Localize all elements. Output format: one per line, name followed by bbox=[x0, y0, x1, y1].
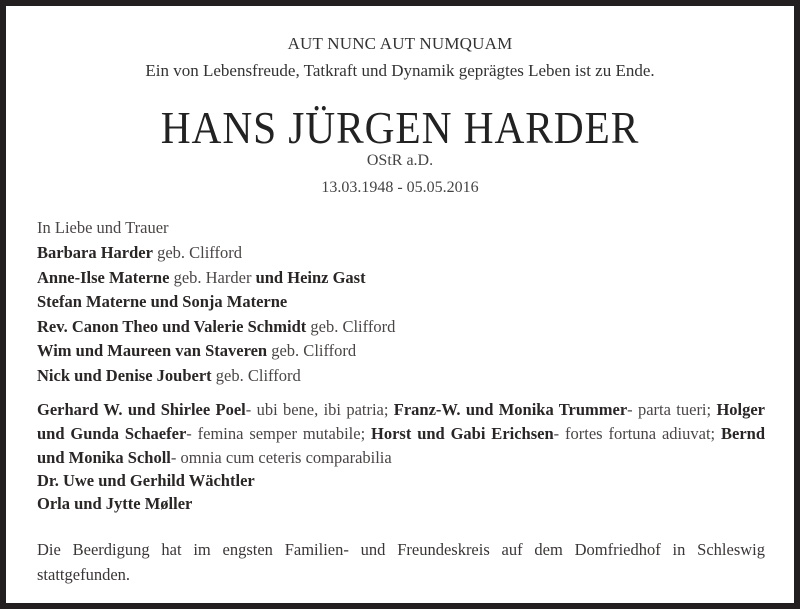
family-entry bbox=[37, 366, 301, 386]
friend-name: Holger und Gunda Schaefer bbox=[37, 400, 766, 443]
family-entry bbox=[37, 341, 356, 361]
other-mourner: Dr. Uwe und Gerhild Wächtler bbox=[37, 471, 255, 490]
friend-name: Franz-W. und Monika Trummer bbox=[393, 400, 628, 419]
family-note: geb. Clifford bbox=[267, 341, 357, 360]
friend-motto: - parta tueri; bbox=[627, 400, 717, 419]
friend-name: Bernd und Monika Scholl bbox=[37, 424, 765, 467]
family-entry bbox=[37, 292, 287, 312]
funeral-notice: Die Beerdigung hat im engsten Familien- und Freundeskreis auf dem Domfriedhof in Schleswig stattgefunden. bbox=[37, 540, 765, 584]
family-entry bbox=[37, 243, 242, 263]
family-name: Stefan Materne und Sonja Materne bbox=[37, 292, 288, 311]
deceased-name: HANS JÜRGEN HARDER bbox=[160, 102, 640, 153]
friend-motto: - femina semper mutabile; bbox=[186, 424, 372, 443]
life-dates: 13.03.1948 - 05.05.2016 bbox=[321, 179, 479, 196]
friend-name: Horst und Gabi Erichsen bbox=[371, 424, 554, 443]
mourners-intro: In Liebe und Trauer bbox=[37, 218, 169, 237]
family-note: geb. Clifford bbox=[306, 316, 396, 336]
family-note: geb. Harder bbox=[169, 267, 252, 287]
motto: AUT NUNC AUT NUMQUAM bbox=[287, 34, 513, 53]
friend-motto: - fortes fortuna adiuvat; bbox=[553, 424, 721, 443]
friend-motto: - omnia cum ceteris comparabilia bbox=[170, 448, 392, 467]
other-mourner: Orla und Jytte Møller bbox=[37, 494, 193, 513]
family-name: Anne-Ilse Materne bbox=[37, 267, 170, 287]
obituary-card bbox=[6, 6, 794, 603]
family-name: Barbara Harder bbox=[37, 243, 153, 262]
friend-motto: - ubi bene, ibi patria; bbox=[245, 400, 394, 419]
tagline: Ein von Lebensfreude, Tatkraft und Dynamik geprägtes Leben ist zu Ende. bbox=[145, 61, 655, 80]
family-note: geb. Clifford bbox=[152, 243, 242, 262]
family-extra: und Heinz Gast bbox=[251, 267, 366, 287]
family-name: Rev. Canon Theo und Valerie Schmidt bbox=[37, 316, 307, 336]
family-name: Wim und Maureen van Staveren bbox=[37, 341, 268, 360]
deceased-title: OStR a.D. bbox=[366, 152, 434, 169]
family-name: Nick und Denise Joubert bbox=[37, 366, 212, 385]
friends-paragraph bbox=[37, 398, 765, 470]
family-entry bbox=[37, 317, 395, 337]
family-note: geb. Clifford bbox=[211, 366, 301, 385]
family-entry bbox=[37, 268, 366, 288]
friend-name: Gerhard W. und Shirlee Poel bbox=[37, 400, 246, 419]
